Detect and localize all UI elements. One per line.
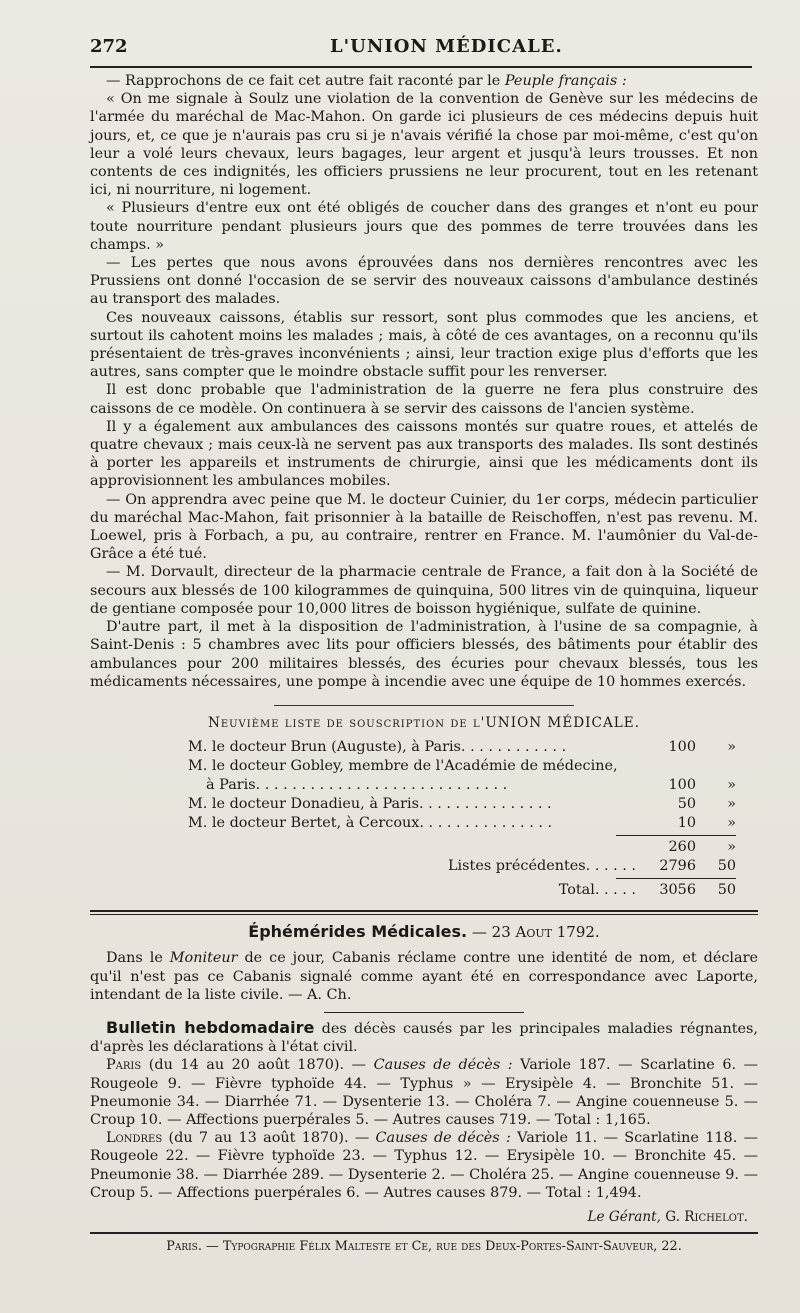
- signature: [90, 1208, 758, 1226]
- previous-lists-row: [188, 857, 736, 876]
- paris-causes-label: Causes de décès :: [373, 1057, 513, 1074]
- footer-rule: [90, 1232, 758, 1234]
- ephemerides-text-b: de ce jour, Cabanis réclame contre une identité de nom, et déclare qu'il n'est pas ce Cabanis signalé comme ayant été en correspondance avec Laporte, intendant de la liste civile. — A. Ch.: [90, 950, 758, 1003]
- section-double-rule: [90, 910, 758, 915]
- subscriber-name: M. le docteur Gobley, membre de l'Académie de médecine,: [188, 758, 618, 775]
- imprint: Paris. — Typographie Félix Malteste et Ce, rue des Deux-Portes-Saint-Sauveur, 22.: [166, 1239, 682, 1255]
- subscription-cents: »: [727, 815, 736, 832]
- paragraph-10: D'autre part, il met à la disposition de l'administration, à l'usine de sa compagnie, à Saint-Denis : 5 chambres avec lits pour officiers blessés, des bâtiments pour établir des ambulances pour 200 militaires blessés, des écuries pour chevaux blessés, tous les médicaments nécessaires, une pompe à incendie avec une équipe de 10 hommes exercés.: [90, 619, 758, 690]
- signature-name: G. Richelot.: [660, 1208, 748, 1225]
- paragraph-1-text: — Rapprochons de ce fait cet autre fait raconté par le: [106, 73, 505, 89]
- paragraph-6: Il est donc probable que l'administration de la guerre ne fera plus construire des caissons de ce modèle. On continuera à se servir des caissons de l'ancien système.: [90, 382, 758, 417]
- subscription-row: [188, 738, 736, 757]
- paris-dates: (du 14 au 20 août 1870). —: [141, 1057, 374, 1074]
- subscription-table: [188, 738, 736, 900]
- bulletin-rule: [324, 1012, 524, 1013]
- previous-lists-cents: 50: [717, 858, 736, 875]
- london-causes-label: Causes de décès :: [375, 1130, 511, 1147]
- header-rule: [90, 66, 752, 68]
- subscription-cents: »: [727, 739, 736, 756]
- total-amount: 3056: [659, 882, 696, 899]
- total-rule: [616, 878, 736, 879]
- paragraph-8: — On apprendra avec peine que M. le docteur Cuinier, du 1er corps, médecin particulier du maréchal Mac-Mahon, fait prisonnier à la bataille de Reischoffen, n'est pas revenu. M. Loewel, pris à Forbach, a pu, au contraire, rentrer en France. M. l'aumônier du Val-de-Grâce a été tué.: [90, 491, 758, 563]
- subscription-amount: 100: [668, 777, 696, 794]
- bulletin-title: Bulletin hebdomadaire: [106, 1017, 315, 1037]
- running-title: L'UNION MÉDICALE.: [330, 36, 563, 57]
- subscription-cents: »: [727, 777, 736, 794]
- ephemerides-source: Moniteur: [169, 950, 238, 967]
- subtotal-cents: »: [727, 839, 736, 856]
- paragraph-1: [90, 72, 758, 90]
- ephemerides-date: — 23 Aout 1792.: [467, 923, 600, 942]
- previous-lists-label: Listes précédentes. . . . . .: [448, 858, 636, 875]
- subscription-amount: 10: [677, 815, 696, 832]
- subtotal-row: [188, 838, 736, 857]
- city-paris: Paris: [106, 1057, 142, 1074]
- subscriber-name: M. le docteur Bertet, à Cercoux. . . . . . . . . . . . . . .: [188, 815, 553, 832]
- subscription-cents: »: [727, 796, 736, 813]
- bulletin-paris: [90, 1056, 758, 1129]
- subtotal-amount: 260: [668, 839, 696, 856]
- paragraph-2: « On me signale à Soulz une violation de la convention de Genève sur les médecins de l'armée du maréchal de Mac-Mahon. On garde ici plusieurs de ces médecins depuis huit jours, et, ce que je n'aurais pas cru si je n'avais vérifié la chose par moi-même, c'est qu'on leur a volé leurs chevaux, leurs bagages, leur argent et jusqu'à leurs trousses. Et non contents de ces indignités, les officiers prussiens ne leur procurent, tout en les retenant ici, ni nourriture, ni logement.: [90, 91, 758, 199]
- paris-figures: Variole 187. — Scarlatine 6. — Rougeole 9. — Fièvre typhoïde 44. — Typhus » — Erysipèle 4. — Bronchite 51. — Pneumonie 34. — Diarrhée 71. — Dysenterie 13. — Choléra 7. — Angine couenneuse 5. — Croup 10. — Affections puerpérales 5. — Autres causes 719. — Total : 1,165.: [90, 1057, 758, 1128]
- paragraph-7: Il y a également aux ambulances des caissons montés sur quatre roues, et attelés de quatre chevaux ; mais ceux-là ne servent pas aux transports des malades. Ils sont destinés à porter les appareils et instruments de chirurgie, ainsi que les médicaments dont ils approvisionnent les ambulances mobiles.: [90, 418, 758, 490]
- ephemerides-text-a: Dans le: [106, 950, 170, 967]
- ephemerides-text: [90, 949, 758, 1004]
- page-number: 272: [90, 36, 128, 57]
- city-london: Londres: [106, 1130, 163, 1147]
- paragraph-5: Ces nouveaux caissons, établis sur ressort, sont plus commodes que les anciens, et surtout ils cahotent moins les malades ; mais, à côté de ces avantages, on a reconnu qu'ils présentaient de très-graves inconvénients ; ainsi, leur traction exige plus d'efforts que les autres, sans compter que le moindre obstacle suffit pour les renverser.: [90, 309, 758, 381]
- paragraph-9: — M. Dorvault, directeur de la pharmacie centrale de France, a fait don à la Société de secours aux blessés de 100 kilogrammes de quinquina, 500 litres vin de quinquina, liqueur de gentiane composée pour 10,000 litres de boisson hygiénique, sulfate de quinine.: [90, 564, 758, 617]
- subscription-amount: 50: [677, 796, 696, 813]
- signature-label: Le Gérant,: [587, 1208, 661, 1225]
- ephemerides-heading: [90, 923, 758, 941]
- subscription-row: [188, 814, 736, 833]
- subscription-row: [188, 757, 736, 776]
- article-body: [90, 72, 758, 1256]
- subscriber-name: M. le docteur Brun (Auguste), à Paris. . . . . . . . . . . .: [188, 739, 567, 756]
- subscription-rule: [274, 705, 574, 706]
- paragraph-4: — Les pertes que nous avons éprouvées dans nos dernières rencontres avec les Prussiens ont donné l'occasion de se servir des nouveaux caissons d'ambulance destinés au transport des malades.: [90, 255, 758, 308]
- source-name: Peuple français :: [504, 73, 627, 89]
- previous-lists-amount: 2796: [659, 858, 696, 875]
- subscription-amount: 100: [668, 739, 696, 756]
- subtotal-rule: [616, 835, 736, 836]
- total-label: Total. . . . .: [558, 882, 636, 899]
- bulletin-london: [90, 1129, 758, 1202]
- bulletin-intro: [90, 1019, 758, 1056]
- bulletin-intro-text: des décès causés par les principales maladies régnantes, d'après les déclarations à l'état civil.: [90, 1020, 758, 1056]
- subscriber-name: M. le docteur Donadieu, à Paris. . . . . . . . . . . . . . .: [188, 796, 552, 813]
- london-dates: (du 7 au 13 août 1870). —: [162, 1130, 376, 1147]
- subscriber-name: à Paris. . . . . . . . . . . . . . . . . . . . . . . . . . . .: [206, 777, 508, 794]
- subscription-row: [188, 776, 736, 795]
- total-row: [188, 881, 736, 900]
- london-figures: Variole 11. — Scarlatine 118. — Rougeole 22. — Fièvre typhoïde 23. — Typhus 12. — Erysipèle 10. — Bronchite 45. — Pneumonie 38. — Diarrhée 289. — Dysenterie 2. — Choléra 25. — Angine couenneuse 9. — Croup 5. — Affections puerpérales 6. — Autres causes 879. — Total : 1,494.: [90, 1130, 758, 1201]
- page-header: [90, 30, 750, 64]
- subscription-row: [188, 795, 736, 814]
- subscription-title: Neuvième liste de souscription de l'UNION MÉDICALE.: [207, 714, 641, 731]
- total-cents: 50: [717, 882, 736, 899]
- paragraph-3: « Plusieurs d'entre eux ont été obligés de coucher dans des granges et n'ont eu pour toute nourriture pendant plusieurs jours que des pommes de terre trouvées dans les champs. »: [90, 200, 758, 253]
- ephemerides-title: Éphémérides Médicales.: [248, 922, 468, 942]
